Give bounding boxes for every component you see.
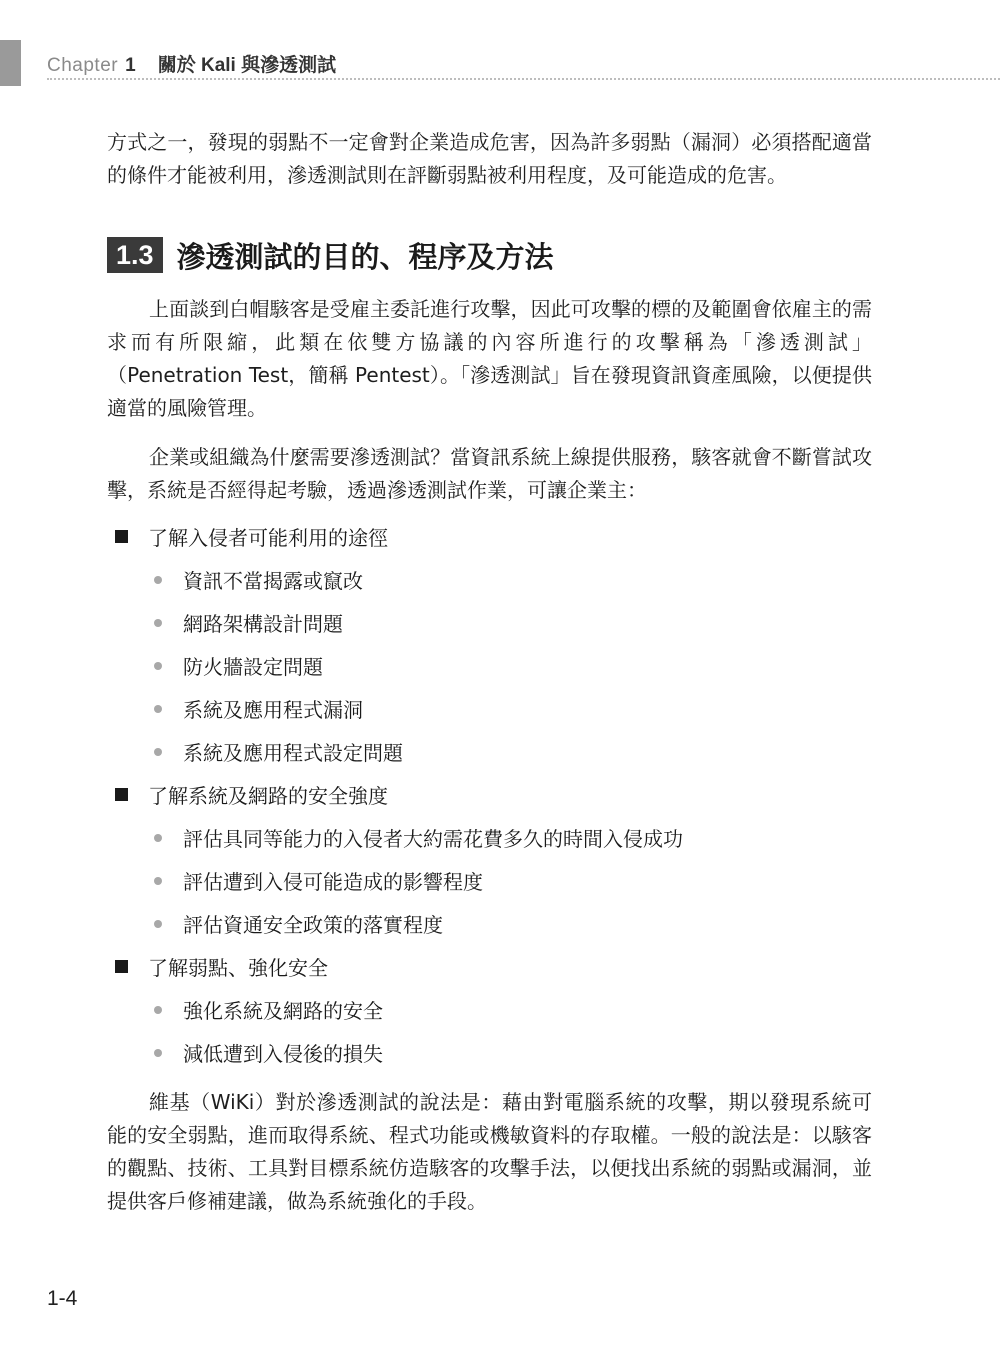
goal-label: 了解弱點、強化安全 (148, 956, 328, 980)
sub-item (154, 730, 872, 773)
closing-paragraph: 維基（WiKi）對於滲透測試的說法是：藉由對電腦系統的攻擊，期以發現系統可能的安全弱點，進而取得系統、程式功能或機敏資料的存取權。一般的說法是：以駭客的觀點、技術、工具對目標系統仿造駭客的攻擊手法，以便找出系統的弱點或漏洞，並提供客戶修補建議，做為系統強化的手段。 (107, 1090, 872, 1213)
square-bullet-icon (115, 530, 128, 543)
sub-item-label: 系統及應用程式設定問題 (183, 741, 403, 765)
intro-paragraph: 方式之一，發現的弱點不一定會對企業造成危害，因為許多弱點（漏洞）必須搭配適當的條件才能被利用，滲透測試則在評斷弱點被利用程度，及可能造成的危害。 (107, 130, 872, 187)
dot-bullet-icon (154, 662, 162, 670)
sub-item (154, 816, 872, 859)
sub-item-label: 評估具同等能力的入侵者大約需花費多久的時間入侵成功 (183, 827, 683, 851)
dot-bullet-icon (154, 920, 162, 928)
goal-item (115, 773, 872, 816)
dot-bullet-icon (154, 1049, 162, 1057)
spacer (107, 425, 872, 441)
goal-label: 了解入侵者可能利用的途徑 (148, 526, 388, 550)
sub-item (154, 988, 872, 1031)
goal-item (115, 945, 872, 988)
sub-item (154, 644, 872, 687)
sub-item-label: 系統及應用程式漏洞 (183, 698, 363, 722)
dot-bullet-icon (154, 705, 162, 713)
sub-item (154, 1031, 872, 1074)
section-title: 滲透測試的目的、程序及方法 (176, 239, 554, 274)
square-bullet-icon (115, 788, 128, 801)
chapter-number: 1 (125, 55, 136, 76)
sub-item-label: 網路架構設計問題 (183, 612, 343, 636)
section-number-badge: 1.3 (107, 237, 163, 273)
sub-item-label: 資訊不當揭露或竄改 (183, 569, 363, 593)
dot-bullet-icon (154, 1006, 162, 1014)
sub-item (154, 558, 872, 601)
section-heading (107, 235, 872, 275)
goal-label: 了解系統及網路的安全強度 (148, 784, 388, 808)
dot-bullet-icon (154, 619, 162, 627)
chapter-tab-marker (0, 40, 21, 86)
sub-item (154, 601, 872, 644)
sub-item-label: 評估資通安全政策的落實程度 (183, 913, 443, 937)
chapter-title: 關於 Kali 與滲透測試 (157, 55, 337, 76)
paragraph-why: 企業或組織為什麼需要滲透測試？當資訊系統上線提供服務，駭客就會不斷嘗試攻擊，系統是否經得起考驗，透過滲透測試作業，可讓企業主： (107, 445, 872, 502)
sub-item (154, 859, 872, 902)
goal-item (115, 515, 872, 558)
page-number: 1-4 (47, 1287, 78, 1310)
header-dotted-rule (47, 78, 1000, 80)
page-content (107, 126, 872, 1218)
square-bullet-icon (115, 960, 128, 973)
sub-item-label: 評估遭到入侵可能造成的影響程度 (183, 870, 483, 894)
sub-item-label: 強化系統及網路的安全 (183, 999, 383, 1023)
paragraph-definition: 上面談到白帽駭客是受雇主委託進行攻擊，因此可攻擊的標的及範圍會依雇主的需求而有所限縮，此類在依雙方協議的內容所進行的攻擊稱為「滲透測試」（Penetration Test，簡稱 Pentest）。「滲透測試」旨在發現資訊資產風險，以便提供適當的風險管理。 (107, 297, 872, 420)
sub-item-label: 減低遭到入侵後的損失 (183, 1042, 383, 1066)
dot-bullet-icon (154, 877, 162, 885)
sub-item (154, 902, 872, 945)
dot-bullet-icon (154, 576, 162, 584)
chapter-word: Chapter (47, 55, 119, 76)
sub-item-label: 防火牆設定問題 (183, 655, 323, 679)
dot-bullet-icon (154, 748, 162, 756)
sub-item (154, 687, 872, 730)
dot-bullet-icon (154, 834, 162, 842)
running-header (47, 50, 336, 78)
